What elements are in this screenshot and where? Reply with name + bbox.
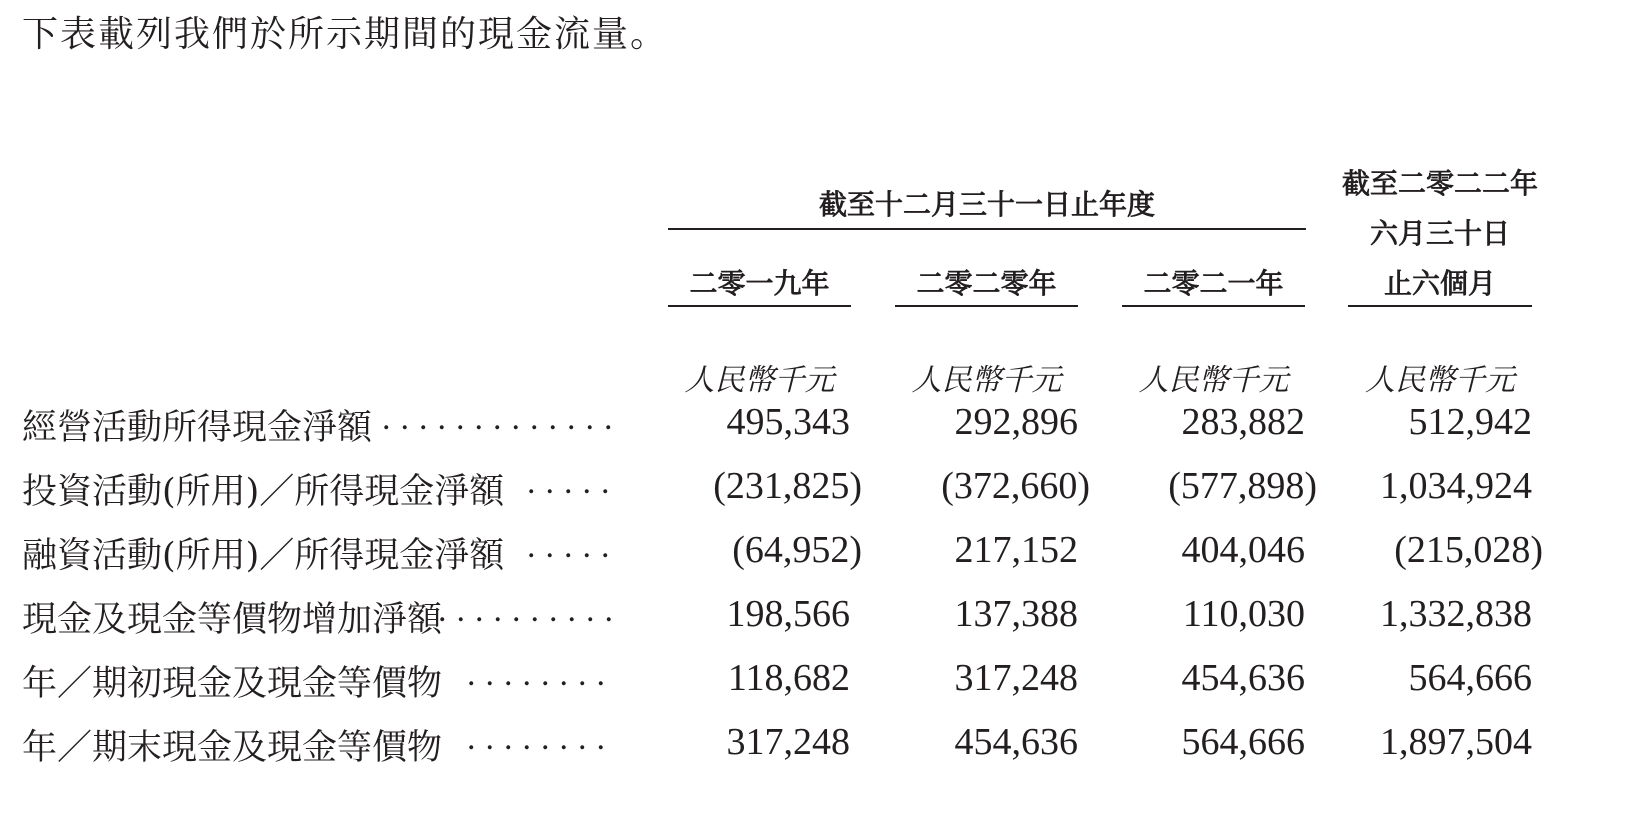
- period-header-line2: 六月三十日: [1369, 217, 1510, 250]
- table-row-financing: [0, 528, 1645, 592]
- year-header-2020: 二零二零年: [916, 267, 1057, 300]
- value-2020: 137,388: [954, 593, 1078, 635]
- table-row-investing: [0, 464, 1645, 528]
- value-6m-2022: 512,942: [1408, 401, 1532, 443]
- year-header-2021: 二零二一年: [1143, 267, 1284, 300]
- value-2020: 317,248: [954, 657, 1078, 699]
- year-header-2019: 二零一九年: [689, 267, 830, 300]
- table-row-operating: [0, 400, 1645, 464]
- row-leader: .............: [382, 400, 623, 437]
- value-6m-2022: 1,897,504: [1380, 721, 1532, 763]
- value-2019: 118,682: [727, 657, 850, 699]
- period-header-line1: 截至二零二二年: [1341, 167, 1538, 200]
- unit-label: 人民幣千元: [1138, 363, 1289, 398]
- row-leader: .....: [527, 528, 620, 565]
- value-6m-2022: 1,034,924: [1380, 465, 1532, 507]
- value-2020: 292,896: [954, 401, 1078, 443]
- value-2021: 283,882: [1181, 401, 1305, 443]
- row-leader: ........: [467, 720, 615, 757]
- value-6m-2022: (215,028): [1394, 529, 1543, 571]
- row-label: 年／期初現金及現金等價物: [22, 664, 443, 704]
- value-2020: 217,152: [954, 529, 1078, 571]
- unit-label: 人民幣千元: [1365, 363, 1515, 398]
- value-2020: (372,660): [941, 465, 1090, 507]
- table-row-opening-cash: [0, 656, 1645, 720]
- row-label: 投資活動(所用)／所得現金淨額: [22, 472, 505, 512]
- group-header-rule: [668, 228, 1306, 230]
- table-row-closing-cash: [0, 720, 1645, 784]
- column-rule: [1348, 305, 1532, 307]
- group-header: 截至十二月三十一日止年度: [818, 188, 1155, 221]
- row-label: 經營活動所得現金淨額: [22, 408, 373, 448]
- value-2021: (577,898): [1168, 465, 1317, 507]
- unit-label: 人民幣千元: [911, 363, 1062, 398]
- value-2021: 110,030: [1182, 593, 1305, 635]
- value-2020: 454,636: [954, 721, 1078, 763]
- row-leader: ........: [467, 656, 615, 693]
- row-label: 現金及現金等價物增加淨額: [22, 600, 443, 640]
- value-6m-2022: 564,666: [1408, 657, 1532, 699]
- value-2019: 495,343: [726, 401, 850, 443]
- unit-label: 人民幣千元: [684, 363, 835, 398]
- column-rule: [1122, 305, 1305, 307]
- column-rule: [895, 305, 1078, 307]
- value-2021: 454,636: [1181, 657, 1305, 699]
- value-2019: 198,566: [726, 593, 850, 635]
- row-leader: .....: [527, 464, 620, 501]
- intro-text: 下表載列我們於所示期間的現金流量。: [22, 14, 669, 55]
- value-2021: 404,046: [1181, 529, 1305, 571]
- period-header-line3: 止六個月: [1383, 267, 1496, 300]
- value-2019: (64,952): [732, 529, 862, 571]
- value-6m-2022: 1,332,838: [1380, 593, 1532, 635]
- value-2021: 564,666: [1181, 721, 1305, 763]
- row-label: 融資活動(所用)／所得現金淨額: [22, 536, 505, 576]
- row-leader: ..........: [438, 592, 623, 629]
- column-rule: [668, 305, 851, 307]
- table-row-net-increase: [0, 592, 1645, 656]
- value-2019: (231,825): [713, 465, 862, 507]
- value-2019: 317,248: [726, 721, 850, 763]
- row-label: 年／期末現金及現金等價物: [22, 728, 443, 768]
